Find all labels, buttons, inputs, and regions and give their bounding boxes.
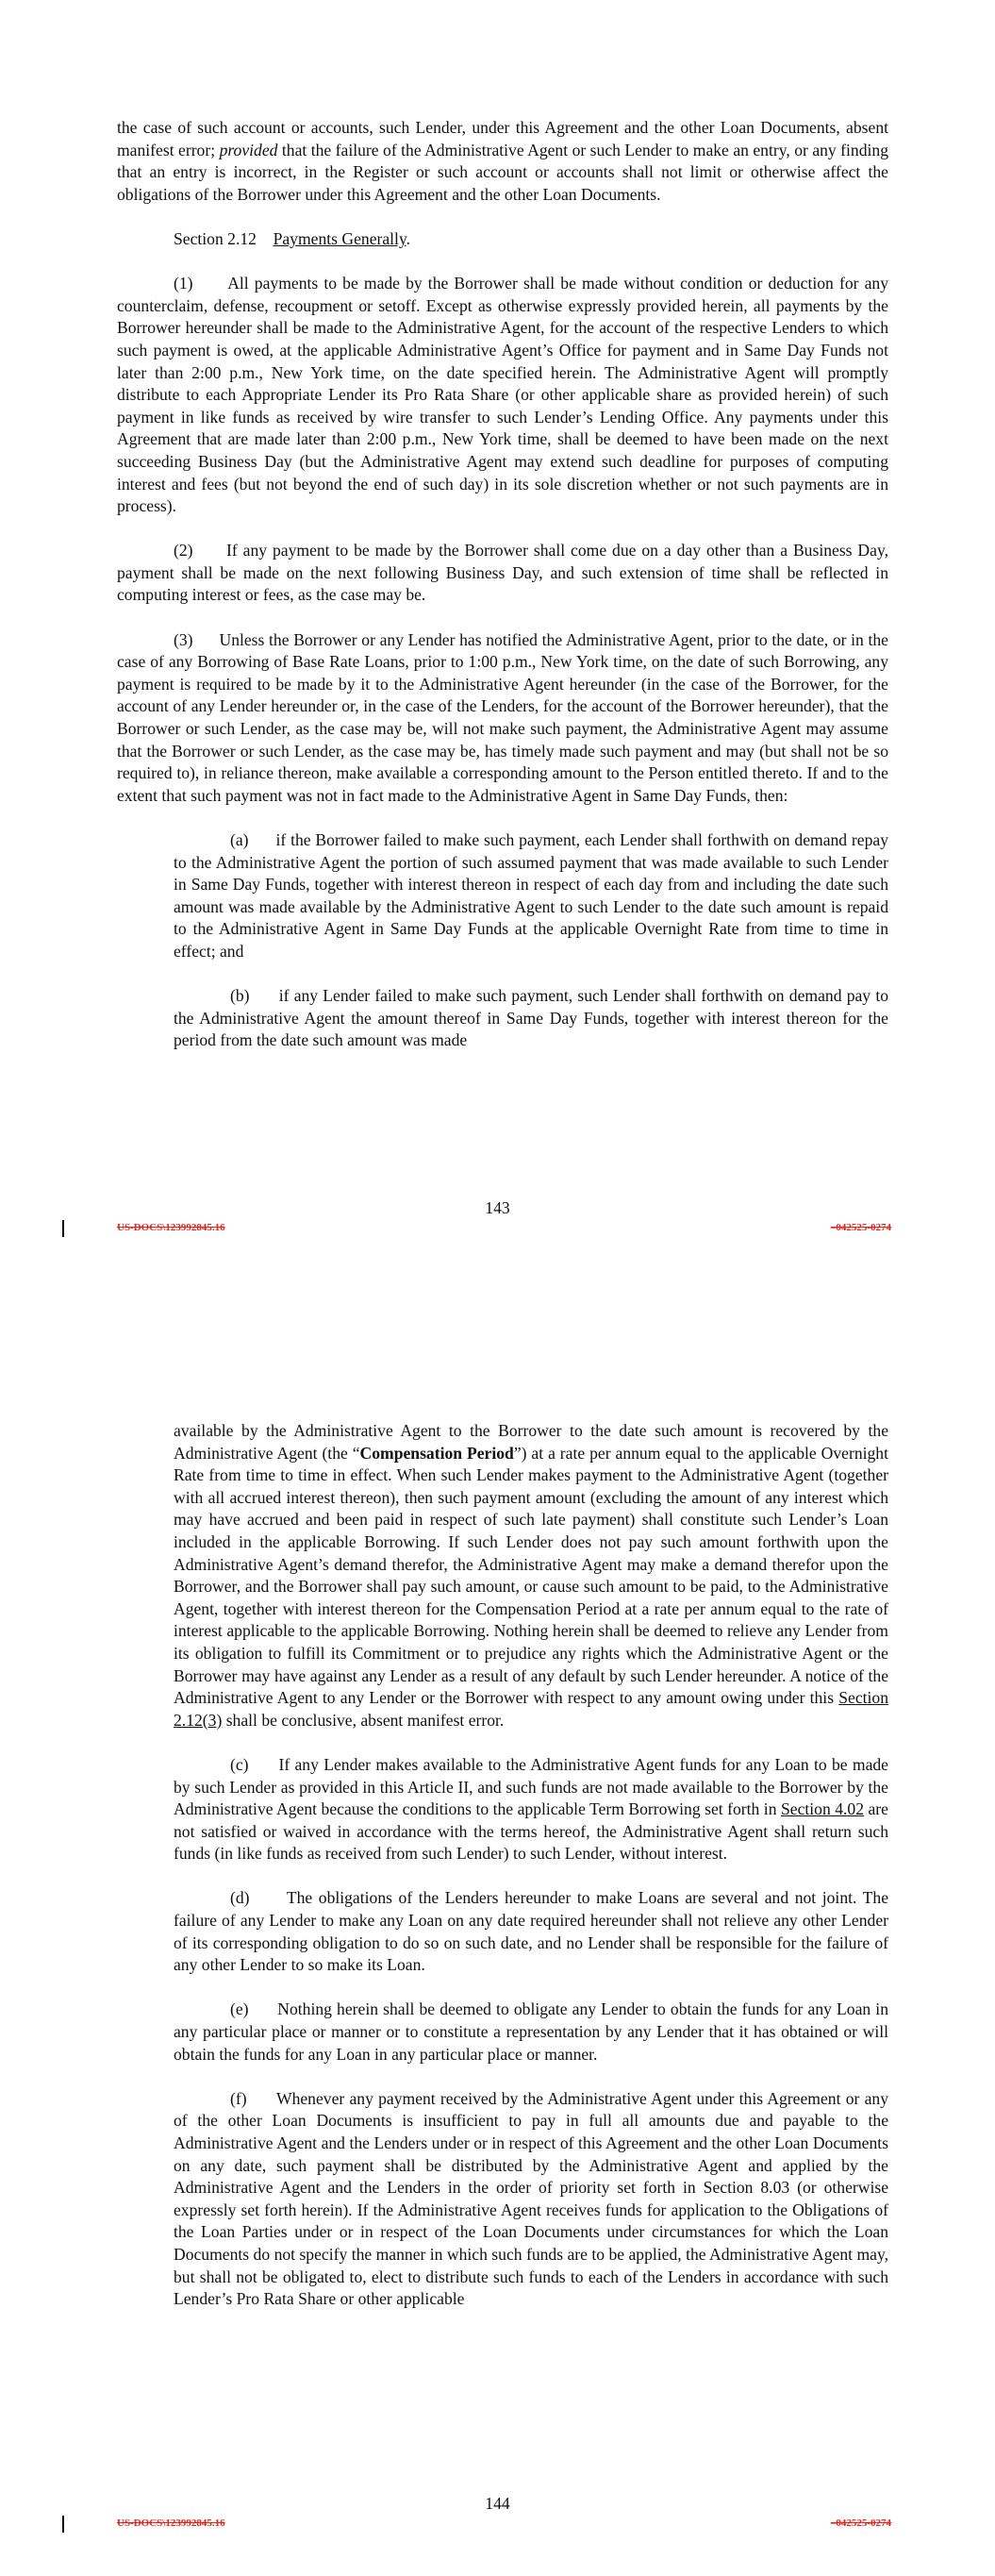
matter-number: –042525-0274 [830,2517,891,2529]
clause-e: (e) Nothing herein shall be deemed to obligate any Lender to obtain the funds for any Loan in any particular place or manner or to constitute a representation by any Lender that it has obtained or will obtain the funds for any Loan in any particular place or manner. [174,1999,888,2064]
page-footer [0,2517,995,2536]
paragraph-1: (1) All payments to be made by the Borrower shall be made without condition or deduction for any counterclaim, defense, recoupment or setoff. Except as otherwise expressly provided herein, all payments by the Borrower hereunder shall be made to the Administrative Agent, for the account of the respective Lenders to which such payment is owed, at the applicable Administrative Agent’s Office for payment and in Same Day Funds not later than 2:00 p.m., New York time, on the date specified herein. The Administrative Agent will promptly distribute to each Appropriate Lender its Pro Rata Share (or other applicable share as provided herein) of such payment in like funds as received by wire transfer to such Lender’s Lending Office. Any payments under this Agreement that are made later than 2:00 p.m., New York time, shall be deemed to have been made on the next succeeding Business Day (but the Administrative Agent may extend such deadline for purposes of computing interest and fees (but not beyond the end of such day) in its sole discretion whether or not such payments are in process). [117,274,888,516]
section-title: Payments Generally [273,228,406,248]
clause-f: (f) Whenever any payment received by the Administrative Agent under this Agreement or any of the other Loan Documents is insufficient to pay in full all amounts due and payable to the Administrative Agent and the Lenders under or in respect of this Agreement and the other Loan Documents on any date, such payment shall be distributed by the Administrative Agent and applied by the Administrative Agent and the Lenders in the order of priority set forth in Section 8.03 (or otherwise expressly set forth herein). If the Administrative Agent receives funds for application to the Obligations of the Loan Parties under or in respect of the Loan Documents under circumstances for which the Loan Documents do not specify the manner in which such funds are to be applied, the Administrative Agent may, but shall not be obligated to, elect to distribute such funds to each of the Lenders in accordance with such Lender’s Pro Rata Share or other applicable [174,2088,888,2309]
clause-b-continuation: available by the Administrative Agent to the Borrower to the date such amount is recovered by the Administrative Agent (the “Compensation Period”) at a rate per annum equal to the applicable Overnight Rate from time to time in effect. When such Lender makes payment to the Administrative Agent (together with all accrued interest thereon), then such payment amount (excluding the amount of any interest which may have accrued and been paid in respect of such late payment) shall constitute such Lender’s Loan included in the applicable Borrowing. If such Lender does not pay such amount forthwith upon the Administrative Agent’s demand therefor, the Administrative Agent may make a demand therefor upon the Borrower, and the Borrower shall pay such amount, or cause such amount to be paid, to the Administrative Agent, together with interest thereon for the Compensation Period at a rate per annum equal to the rate of interest applicable to the applicable Borrowing. Nothing herein shall be deemed to relieve any Lender from its obligation to fulfill its Commitment or to prejudice any rights which the Administrative Agent or the Borrower may have against any Lender as a result of any default by such Lender hereunder. A notice of the Administrative Agent to any Lender or the Borrower with respect to any amount owing under this Section 2.12(3) shall be conclusive, absent manifest error. [174,1421,888,1730]
page-body [117,1420,888,2333]
paragraph-3: (3) Unless the Borrower or any Lender has notified the Administrative Agent, prior to the date, or in the case of any Borrowing of Base Rate Loans, prior to 1:00 p.m., New York time, on the date of such Borrowing, any payment is required to be made by it to the Administrative Agent hereunder (in the case of the Borrower, for the account of any Lender hereunder or, in the case of the Lenders, for the account of the Borrower hereunder), that the Borrower or such Lender, as the case may be, will not make such payment, the Administrative Agent may assume that the Borrower or such Lender, as the case may be, has timely made such payment and may (but shall not be so required to), in reliance thereon, make available a corresponding amount to the Person entitled thereto. If and to the extent that such payment was not in fact made to the Administrative Agent in Same Day Funds, then: [117,629,888,805]
section-4-02-link[interactable]: Section 4.02 [780,1799,865,1819]
matter-number: –042525-0274 [830,1222,891,1233]
page-body [117,117,888,1075]
section-2-12-3-link[interactable]: Section 2.12(3) [174,1688,888,1730]
page-footer [0,1222,995,1241]
section-heading: Section 2.12 Payments Generally. [174,228,411,248]
clause-c: (c) If any Lender makes available to the Administrative Agent funds for any Loan to be made by such Lender as provided in this Article II, and such funds are not made available to the Borrower by the Administrative Agent because the conditions to the applicable Term Borrowing set forth in Section 4.02 are not satisfied or waived in accordance with the terms hereof, the Administrative Agent shall return such funds (in like funds as received from such Lender) to such Lender, without interest. [174,1754,888,1864]
page-144 [0,1288,995,2576]
clause-b: (b) if any Lender failed to make such payment, such Lender shall forthwith on demand pay to the Administrative Agent the amount thereof in Same Day Funds, together with interest thereon for the period from the date such amount was made [174,986,888,1050]
doc-id: US-DOCS\123992845.16 [117,2517,225,2529]
paragraph-register-continuation: the case of such account or accounts, such Lender, under this Agreement and the other Loan Documents, absent manifest error; provided that the failure of the Administrative Agent or such Lender to make an entry, or any finding that an entry is incorrect, in the Register or such account or accounts shall not limit or otherwise affect the obligations of the Borrower under this Agreement and the other Loan Documents. [117,118,888,204]
compensation-period-term: Compensation Period [359,1443,514,1463]
paragraph-2: (2) If any payment to be made by the Borrower shall come due on a day other than a Business Day, payment shall be made on the next following Business Day, and such extension of time shall be reflected in computing interest or fees, as the case may be. [117,541,888,605]
change-bar [62,2516,64,2533]
provided-emphasis: provided [219,140,278,159]
page-number: 144 [485,2494,510,2513]
page-number: 143 [485,1198,510,1217]
clause-d: (d) The obligations of the Lenders hereunder to make Loans are several and not joint. The failure of any Lender to make any Loan on any date required hereunder shall not relieve any other Lender of its corresponding obligation to do so on such date, and no Lender shall be responsible for the failure of any other Lender to so make its Loan. [174,1888,888,1975]
change-bar [62,1220,64,1237]
section-label: Section 2.12 [174,228,257,248]
doc-id: US-DOCS\123992845.16 [117,1222,225,1233]
clause-a: (a) if the Borrower failed to make such payment, each Lender shall forthwith on demand repay to the Administrative Agent the portion of such assumed payment that was made available to such Lender in Same Day Funds, together with interest thereon in respect of each day from and including the date such amount was made available by the Administrative Agent to such Lender to the date such amount is repaid to the Administrative Agent in Same Day Funds at the applicable Overnight Rate from time to time in effect; and [174,830,888,961]
